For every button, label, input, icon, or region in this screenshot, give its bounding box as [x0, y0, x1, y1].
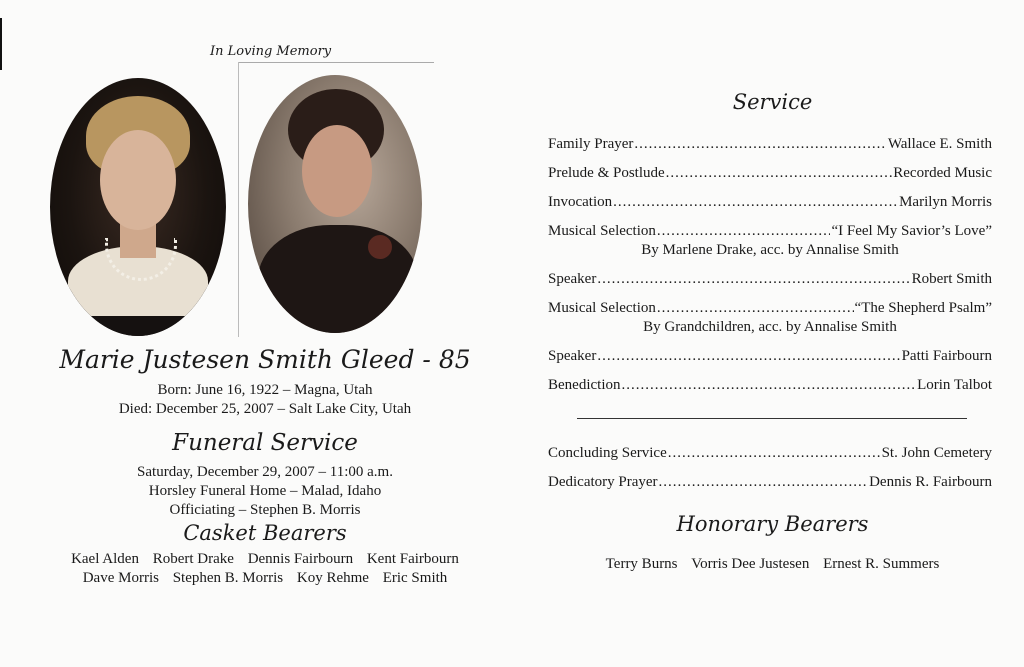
program-label: Family Prayer [548, 136, 634, 152]
leader-dots [657, 223, 831, 240]
program-value: Lorin Talbot [917, 377, 992, 393]
program-value: Robert Smith [911, 271, 992, 287]
portrait-older-photo [248, 75, 422, 333]
program-row [548, 223, 992, 240]
casket-bearer: Kael Alden [71, 551, 139, 567]
funeral-location: Horsley Funeral Home – Malad, Idaho [148, 483, 382, 499]
program-label: Dedicatory Prayer [548, 474, 658, 490]
leader-dots [657, 300, 854, 317]
casket-bearer: Dennis Fairbourn [247, 551, 354, 567]
portrait-face [302, 125, 372, 217]
program-row [548, 377, 992, 394]
portrait-young-photo [50, 78, 226, 336]
program-row [548, 300, 992, 317]
casket-bearer: Robert Drake [152, 551, 234, 567]
funeral-service-title: Funeral Service [172, 430, 358, 456]
casket-bearer: Koy Rehme [296, 570, 369, 586]
service-title: Service [732, 90, 813, 114]
casket-bearers-row-1 [20, 551, 510, 568]
leader-dots [597, 348, 900, 365]
section-divider [577, 418, 967, 419]
concluding-row [548, 445, 992, 462]
portrait-corsage [368, 235, 392, 259]
honorary-bearer: Terry Burns [605, 556, 678, 572]
program-row [548, 348, 992, 365]
honorary-bearer: Vorris Dee Justesen [691, 556, 810, 572]
program-label: Musical Selection [548, 300, 656, 316]
concluding-row [548, 474, 992, 491]
program-label: Speaker [548, 348, 597, 364]
program-value: “The Shepherd Psalm” [854, 300, 992, 316]
program-row [548, 271, 992, 288]
program-value: Wallace E. Smith [887, 136, 992, 152]
honorary-bearers-title: Honorary Bearers [676, 512, 869, 536]
portrait-body [258, 225, 418, 333]
edge-mark [0, 18, 2, 70]
photo-divider [238, 62, 239, 337]
program-label: Prelude & Postlude [548, 165, 665, 181]
program-value: Patti Fairbourn [901, 348, 992, 364]
portrait-face [100, 130, 176, 230]
casket-bearer: Dave Morris [82, 570, 159, 586]
leader-dots [634, 136, 886, 153]
program-row [548, 194, 992, 211]
heading-rule [238, 62, 434, 63]
officiating: Officiating – Stephen B. Morris [169, 502, 361, 518]
casket-bearer: Eric Smith [382, 570, 448, 586]
program-performer: By Marlene Drake, acc. by Annalise Smith [641, 242, 899, 258]
death-info: Died: December 25, 2007 – Salt Lake City, Utah [118, 401, 412, 417]
honorary-bearer: Ernest R. Summers [823, 556, 940, 572]
program-performer: By Grandchildren, acc. by Annalise Smith [643, 319, 897, 335]
program-label: Benediction [548, 377, 621, 393]
honorary-bearers-row [540, 556, 1005, 573]
program-label: Musical Selection [548, 223, 656, 239]
leader-dots [613, 194, 898, 211]
casket-bearer: Kent Fairbourn [366, 551, 459, 567]
program-row [548, 136, 992, 153]
program-value: Recorded Music [893, 165, 992, 181]
program-row [548, 165, 992, 182]
program-label: Speaker [548, 271, 597, 287]
casket-bearers-row-2 [20, 570, 510, 587]
program-value: St. John Cemetery [881, 445, 992, 461]
program-label: Invocation [548, 194, 613, 210]
program-value: Dennis R. Fairbourn [869, 474, 992, 490]
deceased-name: Marie Justesen Smith Gleed - 85 [59, 345, 471, 374]
casket-bearer: Stephen B. Morris [172, 570, 284, 586]
birth-info: Born: June 16, 1922 – Magna, Utah [157, 382, 373, 398]
leader-dots [621, 377, 916, 394]
leader-dots [668, 445, 881, 462]
program-label: Concluding Service [548, 445, 667, 461]
program-value: Marilyn Morris [899, 194, 992, 210]
leader-dots [597, 271, 910, 288]
leader-dots [659, 474, 869, 491]
leader-dots [666, 165, 893, 182]
in-loving-memory-heading: In Loving Memory [210, 44, 332, 59]
casket-bearers-title: Casket Bearers [183, 521, 347, 545]
program-value: “I Feel My Savior’s Love” [831, 223, 992, 239]
funeral-date: Saturday, December 29, 2007 – 11:00 a.m. [137, 464, 393, 480]
